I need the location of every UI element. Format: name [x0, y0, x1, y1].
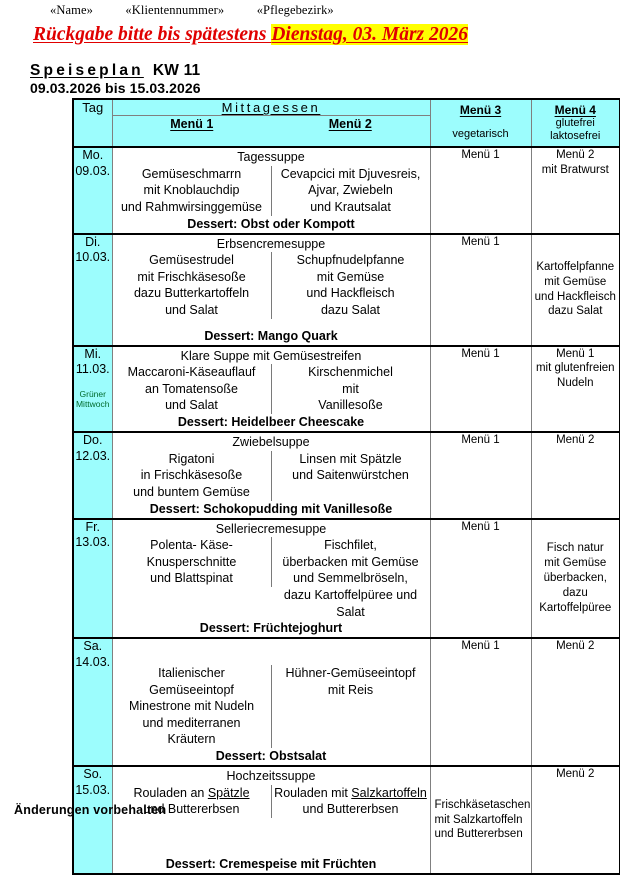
menu3-line: mit Salzkartoffeln — [434, 813, 523, 826]
table-row — [73, 766, 620, 874]
menu3-cell — [430, 432, 531, 519]
menu-line: mit Frischkäsesoße — [137, 269, 246, 284]
day-name: Di. — [85, 234, 101, 249]
menu-line: an Tomatensoße — [145, 381, 238, 396]
menu-line: und Buttererbsen — [143, 802, 240, 817]
menu2-description — [272, 252, 430, 319]
menu-line: und Saitenwürstchen — [292, 468, 409, 483]
column-header-menu2: Menü 2 — [328, 117, 372, 131]
menu-line: Gemüseschmarrn — [141, 166, 242, 181]
column-header-menu3-note: vegetarisch — [452, 127, 509, 140]
column-header-menu4-note-2: laktosefrei — [550, 130, 601, 143]
column-header-tag: Tag — [73, 99, 112, 147]
menu-line: dazu Butterkartoffeln — [133, 286, 250, 301]
menu4-line: Fisch natur — [546, 542, 604, 555]
day-name: So. — [83, 767, 103, 781]
day-name: Do. — [83, 433, 103, 447]
menu1-description — [113, 252, 272, 319]
menu-line: und Hackfleisch — [306, 286, 395, 301]
menu4-line: Kartoffelpüree — [539, 601, 612, 614]
menu-line: mit — [342, 381, 359, 396]
day-cell — [73, 766, 112, 874]
day-date: 13.03. — [75, 535, 111, 550]
menu2-description — [272, 166, 430, 216]
table-header-row — [73, 99, 620, 116]
day-note: Grüner Mittwoch — [75, 388, 110, 409]
lunch-cell — [112, 519, 430, 639]
day-date: 11.03. — [75, 362, 110, 377]
dessert-line: Dessert: Heidelbeer Cheescake — [177, 415, 365, 429]
menu4-line: Menü 2 — [556, 434, 595, 446]
page-title-word: Speiseplan — [30, 62, 144, 79]
menu4-line: Menü 2 — [556, 149, 595, 161]
menu-line: Knusperschnitte — [146, 554, 237, 569]
menu-line: Rigatoni — [168, 451, 215, 466]
lunch-cell — [112, 432, 430, 519]
soup-of-the-day: Erbsencremesuppe — [216, 236, 326, 251]
merge-field-name: «Name» — [50, 3, 93, 17]
soup-of-the-day — [113, 639, 430, 657]
menu3-cell — [430, 147, 531, 234]
table-row — [73, 346, 620, 433]
menu3-line: Menü 1 — [461, 149, 500, 161]
soup-of-the-day: Zwiebelsuppe — [232, 435, 310, 449]
menu4-line: mit Gemüse — [544, 275, 607, 288]
menu-line: Ajvar, Zwiebeln — [308, 183, 393, 198]
lunch-cell — [112, 638, 430, 766]
menu-line: Schupfnudelpfanne — [296, 253, 405, 268]
menu4-line: Menü 1 — [556, 347, 595, 360]
menu4-line: dazu — [562, 586, 588, 599]
footer-disclaimer: Änderungen vorbehalten — [14, 803, 167, 817]
menu-line: und Blattspinat — [150, 571, 233, 586]
menu4-line: Menü 2 — [556, 768, 595, 780]
menu3-cell — [430, 519, 531, 639]
table-row — [73, 234, 620, 346]
day-cell — [73, 432, 112, 519]
menu3-cell — [430, 638, 531, 766]
menu4-line: und Hackfleisch — [534, 290, 616, 303]
menu3-cell — [430, 766, 531, 874]
menu-line: Vanillesoße — [318, 398, 383, 413]
menu3-line: Menü 1 — [461, 235, 500, 248]
return-deadline-notice — [33, 24, 468, 46]
table-row — [73, 519, 620, 639]
day-cell — [73, 638, 112, 766]
day-date: 09.03. — [75, 163, 111, 178]
column-header-menu4 — [531, 99, 620, 147]
menu4-line: mit glutenfreien — [535, 362, 615, 375]
menu4-cell — [531, 638, 620, 766]
menu2-description — [272, 785, 430, 818]
day-date: 14.03. — [75, 654, 111, 669]
menu2-description — [272, 451, 430, 484]
menu-line: Cevapcici mit Djuvesreis, — [280, 166, 421, 181]
menu-line: mit Gemüse — [316, 269, 385, 284]
menu1-description — [113, 364, 272, 414]
menu-line: und mediterranen — [142, 715, 241, 730]
soup-of-the-day: Tagessuppe — [237, 150, 305, 164]
date-range: 09.03.2026 bis 15.03.2026 — [30, 80, 201, 96]
return-notice-prefix: Rückgabe bitte bis spätestens — [33, 24, 272, 45]
lunch-cell — [112, 147, 430, 234]
subheader-menu-split — [112, 116, 430, 148]
soup-of-the-day: Klare Suppe mit Gemüsestreifen — [180, 348, 362, 363]
menu3-cell — [430, 346, 531, 433]
menu4-cell — [531, 432, 620, 519]
menu2-description — [272, 665, 430, 698]
menu-line: Rouladen mit Salzkartoffeln — [274, 785, 427, 800]
column-header-lunch: Mittagessen — [112, 99, 430, 116]
menu4-cell — [531, 234, 620, 346]
menu3-line: Menü 1 — [461, 434, 500, 446]
dessert-line: Dessert: Obst oder Kompott — [187, 216, 355, 231]
menu-line: Kirschenmichel — [308, 365, 393, 380]
menu-line: in Frischkäsesoße — [140, 468, 243, 483]
column-header-menu4-note-1: glutefrei — [555, 117, 595, 129]
soup-of-the-day: Selleriecremesuppe — [215, 521, 327, 536]
table-row — [73, 638, 620, 766]
dessert-line: Dessert: Schokopudding mit Vanillesoße — [149, 501, 393, 516]
menu-line: und Semmelbröseln, — [293, 571, 408, 586]
day-date: 12.03. — [75, 448, 111, 463]
menu1-description — [113, 665, 272, 748]
menu1-description — [113, 166, 272, 216]
menu-plan-table — [72, 98, 620, 875]
lunch-cell — [112, 766, 430, 874]
menu-line: mit Reis — [327, 682, 374, 697]
menu-line: dazu Salat — [320, 303, 381, 317]
menu1-description — [113, 451, 272, 501]
menu4-line: Menü 2 — [556, 640, 595, 653]
dessert-line: Dessert: Früchtejoghurt — [199, 621, 343, 636]
table-row — [73, 147, 620, 234]
merge-field-care-district: «Pflegebezirk» — [256, 3, 334, 17]
table-row — [73, 432, 620, 519]
menu-line: Gemüseeintopf — [149, 682, 234, 697]
menu3-line: Frischkäsetaschen — [434, 798, 531, 811]
menu4-cell — [531, 147, 620, 234]
menu3-line: Menü 1 — [461, 347, 500, 360]
menu-line: Hühner-Gemüseeintopf — [285, 665, 416, 680]
page-title-week: KW 11 — [152, 62, 201, 79]
menu4-cell — [531, 346, 620, 433]
menu-line: Polenta- Käse- — [150, 538, 233, 553]
page-title — [30, 62, 200, 80]
column-header-menu4-title: Menü 4 — [554, 103, 596, 117]
menu4-line: überbacken, — [543, 571, 607, 584]
column-header-menu3 — [430, 99, 531, 147]
column-header-menu3-title: Menü 3 — [459, 103, 502, 117]
menu-line: mit Knoblauchdip — [143, 183, 240, 198]
soup-of-the-day: Hochzeitssuppe — [226, 769, 316, 783]
menu-line: Linsen mit Spätzle — [299, 451, 402, 466]
menu-line: Fischfilet, — [324, 538, 377, 553]
dessert-line: Dessert: Mango Quark — [204, 328, 338, 343]
menu-line: dazu Kartoffelpüree und Salat — [283, 588, 418, 619]
menu3-line: Menü 1 — [461, 520, 500, 533]
day-name: Mo. — [82, 148, 104, 162]
menu-line: Kräutern — [167, 732, 216, 747]
day-name: Sa. — [83, 639, 103, 654]
lunch-cell — [112, 234, 430, 346]
menu4-line: mit Gemüse — [544, 556, 607, 569]
day-date: 15.03. — [75, 782, 111, 797]
menu-line: Maccaroni-Käseauflauf — [127, 365, 256, 380]
menu-line: Minestrone mit Nudeln — [128, 699, 255, 714]
menu4-line: Kartoffelpfanne — [536, 260, 615, 273]
menu1-description — [113, 537, 272, 587]
menu4-line: dazu Salat — [548, 305, 603, 318]
menu-line: und Rahmwirsinggemüse — [120, 199, 263, 214]
day-cell — [73, 346, 112, 433]
day-cell — [73, 519, 112, 639]
spacer — [113, 657, 430, 665]
menu3-cell — [430, 234, 531, 346]
menu-line: Gemüsestrudel — [149, 253, 234, 268]
menu4-line: mit Bratwurst — [541, 163, 609, 176]
menu2-description — [272, 537, 430, 620]
day-cell — [73, 147, 112, 234]
menu4-cell — [531, 766, 620, 874]
menu-line: Italienischer — [158, 665, 225, 680]
menu-line: Rouladen an Spätzle — [133, 785, 250, 800]
lunch-cell — [112, 346, 430, 433]
menu4-cell — [531, 519, 620, 639]
menu3-line: und Buttererbsen — [434, 828, 523, 841]
day-name: Fr. — [85, 519, 101, 534]
menu4-line: Nudeln — [557, 377, 594, 390]
menu3-line: Menü 1 — [461, 640, 500, 653]
return-notice-date: Dienstag, 03. März 2026 — [271, 24, 468, 45]
menu-line: und Buttererbsen — [302, 802, 399, 817]
day-date: 10.03. — [75, 250, 111, 265]
menu-line: und Salat — [165, 398, 218, 413]
menu-line: und Salat — [165, 303, 218, 317]
merge-field-client-number: «Klientennummer» — [125, 3, 225, 17]
dessert-line: Dessert: Cremespeise mit Früchten — [165, 857, 377, 871]
menu2-description — [272, 364, 430, 414]
menu-line: und Krautsalat — [310, 199, 391, 214]
menu-line: überbacken mit Gemüse — [282, 554, 419, 569]
column-header-menu1: Menü 1 — [170, 117, 214, 131]
merge-field-line — [50, 3, 334, 18]
dessert-line: Dessert: Obstsalat — [215, 749, 327, 763]
day-cell — [73, 234, 112, 346]
day-name: Mi. — [84, 346, 102, 361]
menu-line: und buntem Gemüse — [133, 484, 250, 499]
